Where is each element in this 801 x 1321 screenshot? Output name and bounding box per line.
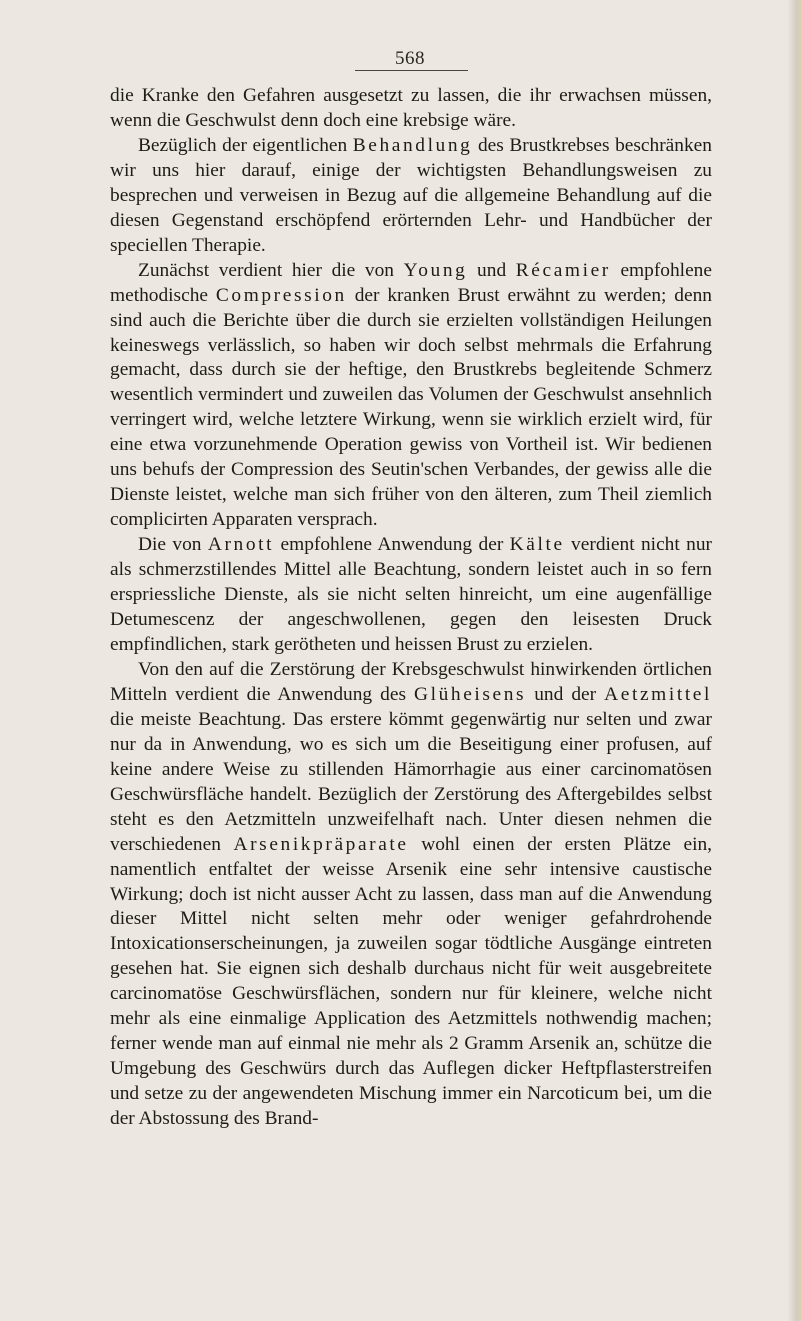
paragraph bbox=[110, 658, 712, 1132]
emphasized-term: Arsenikpräparate bbox=[233, 833, 409, 855]
text-run: die meiste Beachtung. Das erstere kömmt gegenwärtig nur selten und zwar nur da in Anwendung, wo es sich um die Beseitigung einer profusen, auf keine andere Weise zu stillenden Hämorrhagie aus einer carcinomatösen Geschwürsfläche handelt. Bezüglich der Zerstörung des Aftergebildes selbst steht es den Aetzmitteln unzweifelhaft nach. Unter diesen nehmen die verschiedenen bbox=[110, 708, 712, 855]
text-run: wohl einen der ersten Plätze ein, namentlich entfaltet der weisse Arsenik eine sehr intensive caustische Wirkung; doch ist nicht ausser Acht zu lassen, dass man auf die Anwendung dieser Mittel nicht selten mehr oder weniger gefahrdrohende Intoxicationserscheinungen, ja zuweilen sogar tödtliche Ausgänge eintreten gesehen hat. Sie eignen sich deshalb durchaus nicht für weit ausgebreitete carcinomatöse Geschwürsflächen, sondern nur für kleinere, welche nicht mehr als eine einmalige Application des Aetzmittels nothwendig machen; ferner wende man auf einmal nie mehr als 2 Gramm Arsenik an, schütze die Umgebung des Geschwürs durch das Auflegen dicker Heftpflasterstreifen und setze zu der angewendeten Mischung immer ein Narcoticum bei, um die der Abstossung des Brand- bbox=[110, 833, 712, 1130]
text-run: Die von bbox=[138, 534, 208, 556]
paragraph bbox=[110, 259, 712, 533]
paragraph bbox=[110, 84, 712, 134]
page-number: 568 bbox=[395, 48, 425, 69]
paragraph bbox=[110, 134, 712, 259]
page-edge bbox=[787, 0, 801, 1321]
text-run: der kranken Brust erwähnt zu werden; denn sind auch die Berichte über die durch sie erzielten vollständigen Heilungen keineswegs verlässlich, so haben wir doch selbst mehrmals die Erfahrung gemacht, dass durch sie der heftige, den Brustkrebs begleitende Schmerz wesentlich vermindert und zuweilen das Volumen der Geschwulst ansehnlich verringert wird, welche letztere Wirkung, wenn sie wirklich erzielt wird, für eine etwa vorzunehmende Operation gewiss von Vortheil ist. Wir bedienen uns behufs der Compression des Seutin'schen Verbandes, der gewiss alle die Dienste leistet, welche man sich früher von den älteren, zum Theil ziemlich complicirten Apparaten versprach. bbox=[110, 284, 712, 531]
emphasized-term: Young bbox=[403, 259, 468, 281]
text-run: empfohlene Anwendung der bbox=[274, 534, 510, 556]
text-run: Zunächst verdient hier die von bbox=[138, 259, 404, 281]
body-text bbox=[110, 84, 712, 1132]
text-run: verdient nicht nur als schmerzstillendes Mittel alle Beachtung, sondern leistet auch in so fern erspriessliche Dienste, als sie nicht selten hinreicht, um eine augenfällige Detumescenz der angeschwollenen, gegen den leisesten Druck empfindlichen, stark gerötheten und heissen Brust zu erzielen. bbox=[110, 534, 712, 655]
text-run: und bbox=[467, 259, 516, 281]
page-number-rule bbox=[355, 70, 468, 71]
emphasized-term: Kälte bbox=[509, 534, 565, 556]
text-run: Bezüglich der eigentlichen bbox=[138, 134, 353, 156]
paragraph bbox=[110, 533, 712, 658]
emphasized-term: Aetzmittel bbox=[604, 683, 712, 705]
text-run: Von den auf die Zerstörung der Krebsgeschwulst hinwirkenden örtlichen Mitteln verdient die Anwendung des bbox=[110, 658, 712, 705]
emphasized-term: Behandlung bbox=[352, 134, 473, 156]
emphasized-term: Récamier bbox=[515, 259, 611, 281]
emphasized-term: Glüheisens bbox=[414, 683, 527, 705]
emphasized-term: Arnott bbox=[207, 534, 275, 556]
emphasized-term: Compression bbox=[215, 284, 347, 306]
text-run: empfohlene methodische bbox=[110, 259, 712, 306]
text-run: die Kranke den Gefahren ausgesetzt zu lassen, die ihr erwachsen müssen, wenn die Geschwulst denn doch eine krebsige wäre. bbox=[110, 85, 712, 131]
text-run: des Brustkrebses beschränken wir uns hier darauf, einige der wichtigsten Behandlungsweisen zu besprechen und verweisen in Bezug auf die allgemeine Behandlung auf die diesen Gegenstand erschöpfend erörternden Lehr- und Handbücher der speciellen Therapie. bbox=[110, 134, 712, 256]
text-run: und der bbox=[526, 683, 605, 705]
